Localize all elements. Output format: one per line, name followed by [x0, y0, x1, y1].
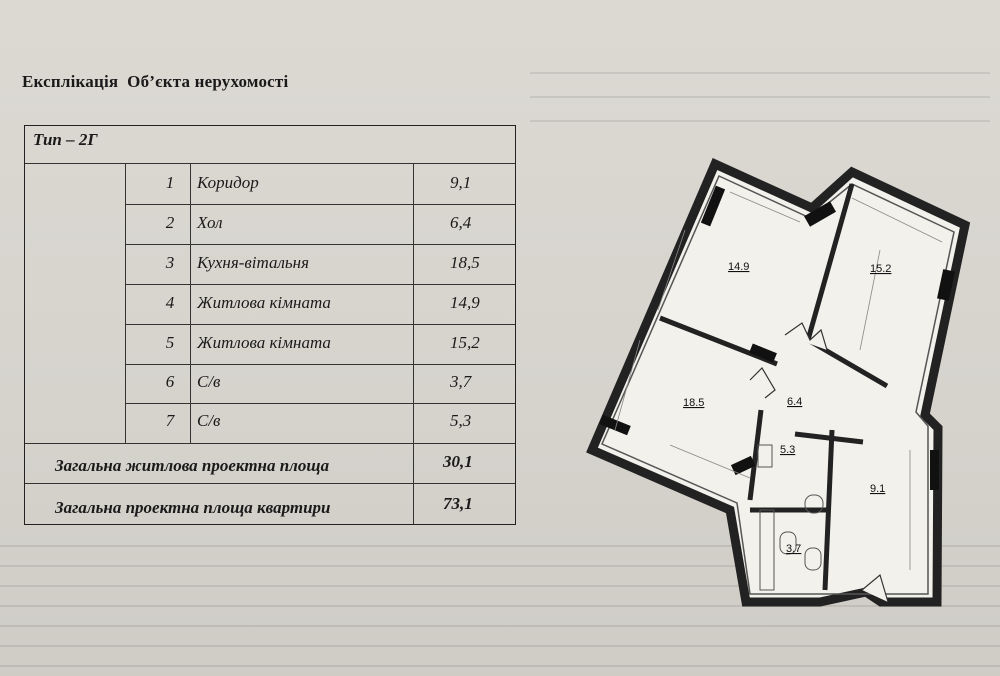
plan-label-room5: 15.2 — [870, 263, 892, 275]
plan-label-room6: 3.7 — [786, 543, 802, 555]
background-text-line — [530, 96, 990, 98]
room-area: 9,1 — [450, 173, 472, 192]
room-area: 18,5 — [450, 253, 480, 272]
floor-plan — [580, 150, 1000, 610]
room-name: Кухня-вітальня — [197, 253, 309, 272]
room-area: 6,4 — [450, 213, 472, 232]
room-area: 15,2 — [450, 333, 480, 352]
room-number: 1 — [165, 173, 175, 192]
room-name: Житлова кімната — [197, 333, 331, 352]
background-text-line — [0, 665, 1000, 667]
room-area: 3,7 — [450, 372, 472, 391]
plan-label-room2: 6.4 — [787, 396, 803, 408]
apartment-type: Тип – 2Г — [33, 130, 98, 149]
room-number: 2 — [165, 213, 175, 232]
room-number: 7 — [165, 411, 175, 430]
living-area-value: 30,1 — [443, 452, 473, 471]
room-number: 6 — [165, 372, 175, 391]
plan-label-room3: 18.5 — [683, 397, 705, 409]
room-name: С/в — [197, 372, 221, 391]
living-area-label: Загальна житлова проектна площа — [55, 456, 330, 475]
room-number: 5 — [165, 333, 175, 352]
total-area-value: 73,1 — [443, 494, 473, 513]
room-name: С/в — [197, 411, 221, 430]
plan-label-room1: 9.1 — [870, 483, 886, 495]
room-number: 4 — [165, 293, 175, 312]
explication-table — [24, 125, 516, 525]
background-text-line — [530, 120, 990, 122]
plan-label-room7: 5.3 — [780, 444, 796, 456]
room-number: 3 — [165, 253, 175, 272]
document-title: Експлікація Об’єкта нерухомості — [22, 72, 289, 91]
room-area: 14,9 — [450, 293, 480, 312]
room-area: 5,3 — [450, 411, 472, 430]
room-name: Хол — [197, 213, 223, 232]
total-area-label: Загальна проектна площа квартири — [55, 498, 331, 517]
background-text-line — [0, 645, 1000, 647]
background-text-line — [0, 625, 1000, 627]
room-name: Коридор — [197, 173, 259, 192]
plan-label-room4: 14.9 — [728, 261, 750, 273]
background-text-line — [530, 72, 990, 74]
room-name: Житлова кімната — [197, 293, 331, 312]
outer-walls — [592, 164, 965, 602]
